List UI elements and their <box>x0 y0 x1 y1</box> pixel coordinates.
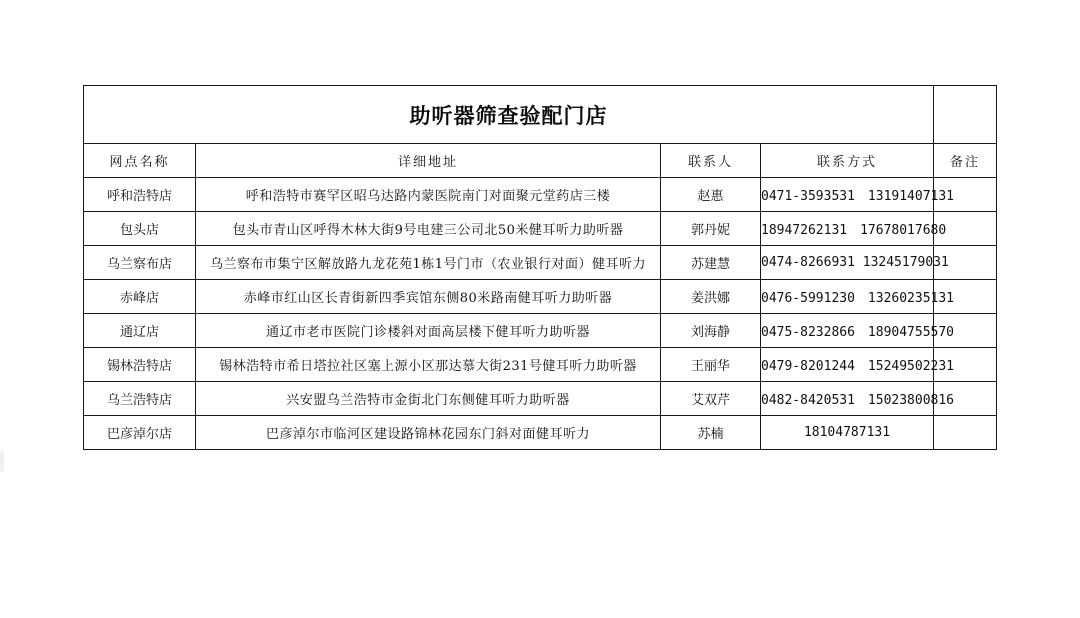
table-row <box>84 416 997 450</box>
store-phone: 0475-8232866 18904755570 <box>761 314 934 348</box>
store-name: 赤峰店 <box>84 280 196 314</box>
store-phone: 0474-8266931 13245179031 <box>761 246 934 280</box>
store-name: 巴彦淖尔店 <box>84 416 196 450</box>
table-row <box>84 212 997 246</box>
store-address: 兴安盟乌兰浩特市金街北门东侧健耳听力助听器 <box>196 382 661 416</box>
table-row <box>84 314 997 348</box>
title-note-cell <box>934 86 997 144</box>
store-address: 通辽市老市医院门诊楼斜对面高层楼下健耳听力助听器 <box>196 314 661 348</box>
store-list-sheet <box>83 85 996 461</box>
store-contact: 艾双芹 <box>661 382 761 416</box>
header-phone: 联系方式 <box>761 144 934 178</box>
store-name: 乌兰浩特店 <box>84 382 196 416</box>
store-contact: 刘海静 <box>661 314 761 348</box>
store-contact: 赵惠 <box>661 178 761 212</box>
store-phone: 0476-5991230 13260235131 <box>761 280 934 314</box>
table-row <box>84 280 997 314</box>
table-row <box>84 178 997 212</box>
table-row <box>84 382 997 416</box>
store-contact: 苏楠 <box>661 416 761 450</box>
store-phone: 0471-3593531 13191407131 <box>761 178 934 212</box>
store-note <box>934 416 997 450</box>
table-row <box>84 246 997 280</box>
header-address: 详细地址 <box>196 144 661 178</box>
store-phone: 0479-8201244 15249502231 <box>761 348 934 382</box>
header-contact: 联系人 <box>661 144 761 178</box>
header-row <box>84 144 997 178</box>
store-contact: 王丽华 <box>661 348 761 382</box>
store-phone: 18104787131 <box>761 416 934 450</box>
store-address: 包头市青山区呼得木林大街9号电建三公司北50米健耳听力助听器 <box>196 212 661 246</box>
store-table <box>83 85 997 450</box>
store-name: 呼和浩特店 <box>84 178 196 212</box>
store-name: 通辽店 <box>84 314 196 348</box>
store-address: 乌兰察布市集宁区解放路九龙花苑1栋1号门市（农业银行对面）健耳听力 <box>196 246 661 280</box>
store-contact: 苏建慧 <box>661 246 761 280</box>
store-name: 乌兰察布店 <box>84 246 196 280</box>
store-phone: 18947262131 17678017680 <box>761 212 934 246</box>
store-phone: 0482-8420531 15023800816 <box>761 382 934 416</box>
store-address: 赤峰市红山区长青街新四季宾馆东侧80米路南健耳听力助听器 <box>196 280 661 314</box>
header-note: 备注 <box>934 144 997 178</box>
table-row <box>84 348 997 382</box>
page-title: 助听器筛查验配门店 <box>409 102 608 128</box>
store-name: 包头店 <box>84 212 196 246</box>
store-address: 锡林浩特市希日塔拉社区塞上源小区那达慕大街231号健耳听力助听器 <box>196 348 661 382</box>
store-address: 巴彦淖尔市临河区建设路锦林花园东门斜对面健耳听力 <box>196 416 661 450</box>
title-row <box>84 86 997 144</box>
title-cell <box>84 86 934 144</box>
store-address: 呼和浩特市赛罕区昭乌达路内蒙医院南门对面聚元堂药店三楼 <box>196 178 661 212</box>
header-name: 网点名称 <box>84 144 196 178</box>
scan-edge-mark <box>0 450 4 472</box>
store-contact: 姜洪娜 <box>661 280 761 314</box>
store-contact: 郭丹妮 <box>661 212 761 246</box>
store-name: 锡林浩特店 <box>84 348 196 382</box>
